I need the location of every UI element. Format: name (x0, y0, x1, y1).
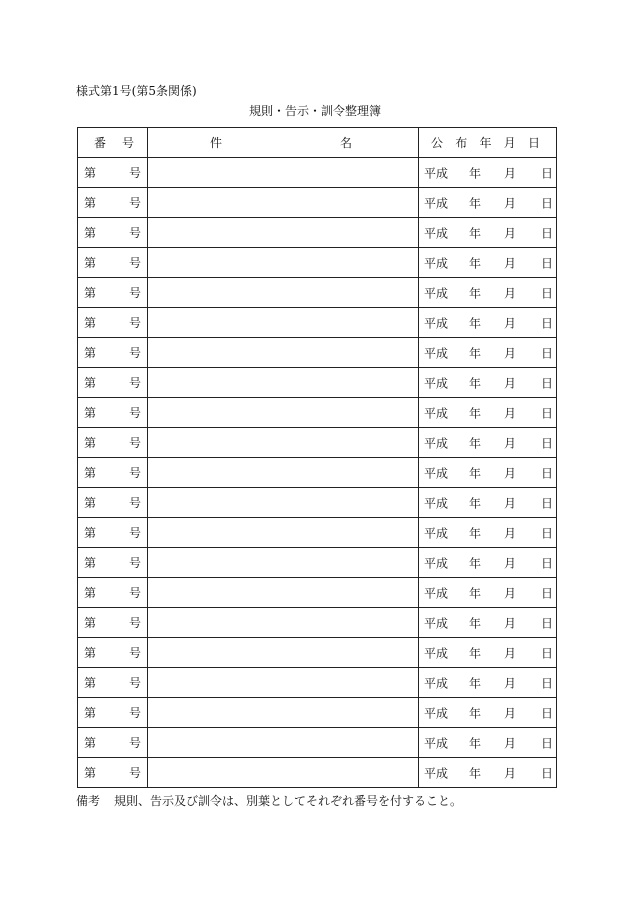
date-cell[interactable] (419, 428, 557, 458)
date-cell[interactable] (419, 308, 557, 338)
date-cell[interactable] (419, 398, 557, 428)
date-cell[interactable] (419, 578, 557, 608)
date-month-unit: 月 (504, 436, 517, 450)
header-date-char: 月 (503, 136, 516, 150)
number-prefix: 第 (84, 406, 97, 420)
number-prefix: 第 (84, 616, 97, 630)
date-cell[interactable] (419, 368, 557, 398)
date-month-unit: 月 (504, 736, 517, 750)
number-prefix: 第 (84, 706, 97, 720)
date-year-unit: 年 (469, 436, 482, 450)
number-prefix: 第 (84, 646, 97, 660)
header-date-char: 布 (455, 136, 468, 150)
number-prefix: 第 (84, 436, 97, 450)
header-number-char: 号 (121, 136, 134, 150)
date-year-unit: 年 (469, 166, 482, 180)
number-cell[interactable] (78, 218, 148, 248)
date-month-unit: 月 (504, 766, 517, 780)
footnote-label: 備考 (76, 794, 101, 808)
date-day-unit: 日 (541, 736, 554, 750)
header-date-char: 年 (479, 136, 492, 150)
number-prefix: 第 (84, 466, 97, 480)
subject-cell[interactable] (148, 758, 419, 788)
date-era: 平成 (424, 616, 449, 630)
number-prefix: 第 (84, 556, 97, 570)
number-suffix: 号 (128, 706, 141, 720)
subject-cell[interactable] (148, 308, 419, 338)
date-era: 平成 (424, 196, 449, 210)
date-year-unit: 年 (469, 376, 482, 390)
number-cell[interactable] (78, 398, 148, 428)
subject-cell[interactable] (148, 638, 419, 668)
date-day-unit: 日 (541, 376, 554, 390)
date-year-unit: 年 (469, 526, 482, 540)
date-cell[interactable] (419, 278, 557, 308)
date-cell[interactable] (419, 668, 557, 698)
date-era: 平成 (424, 706, 449, 720)
number-prefix: 第 (84, 736, 97, 750)
number-prefix: 第 (84, 586, 97, 600)
date-month-unit: 月 (504, 646, 517, 660)
subject-cell[interactable] (148, 398, 419, 428)
date-cell[interactable] (419, 758, 557, 788)
date-month-unit: 月 (504, 706, 517, 720)
header-number (78, 128, 148, 158)
date-era: 平成 (424, 496, 449, 510)
table-row (78, 218, 557, 248)
number-suffix: 号 (128, 526, 141, 540)
register-table (77, 127, 557, 788)
table-row (78, 158, 557, 188)
date-month-unit: 月 (504, 346, 517, 360)
date-day-unit: 日 (541, 346, 554, 360)
table-row (78, 398, 557, 428)
date-era: 平成 (424, 166, 449, 180)
number-suffix: 号 (128, 406, 141, 420)
number-cell[interactable] (78, 338, 148, 368)
number-cell[interactable] (78, 698, 148, 728)
date-day-unit: 日 (541, 526, 554, 540)
footnote-text: 規則、告示及び訓令は、別葉としてそれぞれ番号を付すること。 (114, 794, 463, 808)
number-cell[interactable] (78, 668, 148, 698)
date-day-unit: 日 (541, 316, 554, 330)
subject-cell[interactable] (148, 188, 419, 218)
table-row (78, 488, 557, 518)
date-cell[interactable] (419, 488, 557, 518)
subject-cell[interactable] (148, 278, 419, 308)
date-year-unit: 年 (469, 406, 482, 420)
number-cell[interactable] (78, 188, 148, 218)
document-title: 規則・告示・訓令整理簿 (248, 104, 381, 118)
header-subject (148, 128, 419, 158)
table-row (78, 608, 557, 638)
date-cell[interactable] (419, 158, 557, 188)
number-prefix: 第 (84, 196, 97, 210)
table-row (78, 368, 557, 398)
table-row (78, 638, 557, 668)
subject-cell[interactable] (148, 158, 419, 188)
header-subject-char: 件 (210, 136, 223, 150)
header-number-char: 番 (94, 136, 107, 150)
date-day-unit: 日 (541, 556, 554, 570)
number-suffix: 号 (128, 436, 141, 450)
date-year-unit: 年 (469, 256, 482, 270)
date-day-unit: 日 (541, 436, 554, 450)
date-year-unit: 年 (469, 196, 482, 210)
date-cell[interactable] (419, 548, 557, 578)
table-row (78, 248, 557, 278)
number-cell[interactable] (78, 608, 148, 638)
date-era: 平成 (424, 766, 449, 780)
table-row (78, 428, 557, 458)
date-day-unit: 日 (541, 166, 554, 180)
number-suffix: 号 (128, 166, 141, 180)
date-year-unit: 年 (469, 316, 482, 330)
date-cell[interactable] (419, 608, 557, 638)
number-prefix: 第 (84, 676, 97, 690)
number-prefix: 第 (84, 256, 97, 270)
date-month-unit: 月 (504, 556, 517, 570)
date-era: 平成 (424, 226, 449, 240)
subject-cell[interactable] (148, 698, 419, 728)
table-row (78, 668, 557, 698)
date-month-unit: 月 (504, 616, 517, 630)
number-cell[interactable] (78, 458, 148, 488)
date-month-unit: 月 (504, 256, 517, 270)
number-cell[interactable] (78, 308, 148, 338)
date-day-unit: 日 (541, 676, 554, 690)
number-suffix: 号 (128, 616, 141, 630)
number-prefix: 第 (84, 316, 97, 330)
table-row (78, 308, 557, 338)
number-prefix: 第 (84, 166, 97, 180)
date-month-unit: 月 (504, 496, 517, 510)
number-suffix: 号 (128, 376, 141, 390)
date-era: 平成 (424, 466, 449, 480)
date-cell[interactable] (419, 518, 557, 548)
header-subject-char: 名 (339, 136, 352, 150)
number-suffix: 号 (128, 496, 141, 510)
number-cell[interactable] (78, 278, 148, 308)
number-suffix: 号 (128, 586, 141, 600)
date-cell[interactable] (419, 338, 557, 368)
date-year-unit: 年 (469, 346, 482, 360)
number-cell[interactable] (78, 548, 148, 578)
date-cell[interactable] (419, 728, 557, 758)
subject-cell[interactable] (148, 728, 419, 758)
date-cell[interactable] (419, 218, 557, 248)
date-month-unit: 月 (504, 526, 517, 540)
number-cell[interactable] (78, 248, 148, 278)
number-suffix: 号 (128, 256, 141, 270)
table-row (78, 728, 557, 758)
date-year-unit: 年 (469, 706, 482, 720)
table-row (78, 338, 557, 368)
number-suffix: 号 (128, 196, 141, 210)
date-month-unit: 月 (504, 226, 517, 240)
table-row (78, 698, 557, 728)
date-day-unit: 日 (541, 496, 554, 510)
date-era: 平成 (424, 256, 449, 270)
date-era: 平成 (424, 436, 449, 450)
number-suffix: 号 (128, 226, 141, 240)
date-month-unit: 月 (504, 586, 517, 600)
date-era: 平成 (424, 676, 449, 690)
date-month-unit: 月 (504, 316, 517, 330)
date-day-unit: 日 (541, 616, 554, 630)
date-month-unit: 月 (504, 196, 517, 210)
date-year-unit: 年 (469, 466, 482, 480)
date-month-unit: 月 (504, 466, 517, 480)
footnote (76, 794, 462, 808)
number-suffix: 号 (128, 766, 141, 780)
date-era: 平成 (424, 406, 449, 420)
date-year-unit: 年 (469, 616, 482, 630)
number-suffix: 号 (128, 736, 141, 750)
date-era: 平成 (424, 586, 449, 600)
date-month-unit: 月 (504, 286, 517, 300)
number-suffix: 号 (128, 286, 141, 300)
date-era: 平成 (424, 286, 449, 300)
number-cell[interactable] (78, 518, 148, 548)
date-year-unit: 年 (469, 646, 482, 660)
date-day-unit: 日 (541, 406, 554, 420)
number-cell[interactable] (78, 428, 148, 458)
number-cell[interactable] (78, 488, 148, 518)
date-year-unit: 年 (469, 586, 482, 600)
subject-cell[interactable] (148, 218, 419, 248)
date-cell[interactable] (419, 698, 557, 728)
date-era: 平成 (424, 646, 449, 660)
number-cell[interactable] (78, 638, 148, 668)
table-row (78, 458, 557, 488)
table-row (78, 578, 557, 608)
number-cell[interactable] (78, 728, 148, 758)
number-cell[interactable] (78, 158, 148, 188)
number-prefix: 第 (84, 346, 97, 360)
date-year-unit: 年 (469, 556, 482, 570)
form-number: 様式第1号(第5条関係) (76, 84, 197, 98)
subject-cell[interactable] (148, 428, 419, 458)
number-cell[interactable] (78, 578, 148, 608)
date-year-unit: 年 (469, 496, 482, 510)
date-day-unit: 日 (541, 226, 554, 240)
table-row (78, 188, 557, 218)
date-day-unit: 日 (541, 286, 554, 300)
header-date-char: 日 (527, 136, 540, 150)
number-prefix: 第 (84, 226, 97, 240)
number-cell[interactable] (78, 758, 148, 788)
date-year-unit: 年 (469, 226, 482, 240)
date-year-unit: 年 (469, 286, 482, 300)
date-year-unit: 年 (469, 676, 482, 690)
number-suffix: 号 (128, 676, 141, 690)
subject-cell[interactable] (148, 458, 419, 488)
date-year-unit: 年 (469, 766, 482, 780)
number-prefix: 第 (84, 526, 97, 540)
table-row (78, 548, 557, 578)
subject-cell[interactable] (148, 338, 419, 368)
date-day-unit: 日 (541, 766, 554, 780)
number-prefix: 第 (84, 766, 97, 780)
table-row (78, 278, 557, 308)
number-prefix: 第 (84, 286, 97, 300)
date-month-unit: 月 (504, 166, 517, 180)
table-header-row (78, 128, 557, 158)
date-era: 平成 (424, 346, 449, 360)
date-day-unit: 日 (541, 706, 554, 720)
subject-cell[interactable] (148, 248, 419, 278)
subject-cell[interactable] (148, 578, 419, 608)
number-suffix: 号 (128, 466, 141, 480)
date-cell[interactable] (419, 248, 557, 278)
subject-cell[interactable] (148, 518, 419, 548)
date-era: 平成 (424, 736, 449, 750)
table-row (78, 758, 557, 788)
date-day-unit: 日 (541, 586, 554, 600)
date-year-unit: 年 (469, 736, 482, 750)
date-month-unit: 月 (504, 676, 517, 690)
number-cell[interactable] (78, 368, 148, 398)
subject-cell[interactable] (148, 548, 419, 578)
date-day-unit: 日 (541, 256, 554, 270)
register-body (78, 158, 557, 788)
date-era: 平成 (424, 556, 449, 570)
subject-cell[interactable] (148, 608, 419, 638)
subject-cell[interactable] (148, 368, 419, 398)
number-prefix: 第 (84, 376, 97, 390)
date-day-unit: 日 (541, 196, 554, 210)
table-row (78, 518, 557, 548)
date-day-unit: 日 (541, 646, 554, 660)
date-cell[interactable] (419, 458, 557, 488)
date-era: 平成 (424, 316, 449, 330)
header-date-char: 公 (431, 136, 444, 150)
number-suffix: 号 (128, 316, 141, 330)
date-era: 平成 (424, 376, 449, 390)
number-suffix: 号 (128, 556, 141, 570)
number-prefix: 第 (84, 496, 97, 510)
number-suffix: 号 (128, 346, 141, 360)
date-cell[interactable] (419, 188, 557, 218)
subject-cell[interactable] (148, 488, 419, 518)
number-suffix: 号 (128, 646, 141, 660)
date-era: 平成 (424, 526, 449, 540)
subject-cell[interactable] (148, 668, 419, 698)
date-month-unit: 月 (504, 376, 517, 390)
date-cell[interactable] (419, 638, 557, 668)
header-promulgation-date (419, 128, 557, 158)
date-day-unit: 日 (541, 466, 554, 480)
date-month-unit: 月 (504, 406, 517, 420)
